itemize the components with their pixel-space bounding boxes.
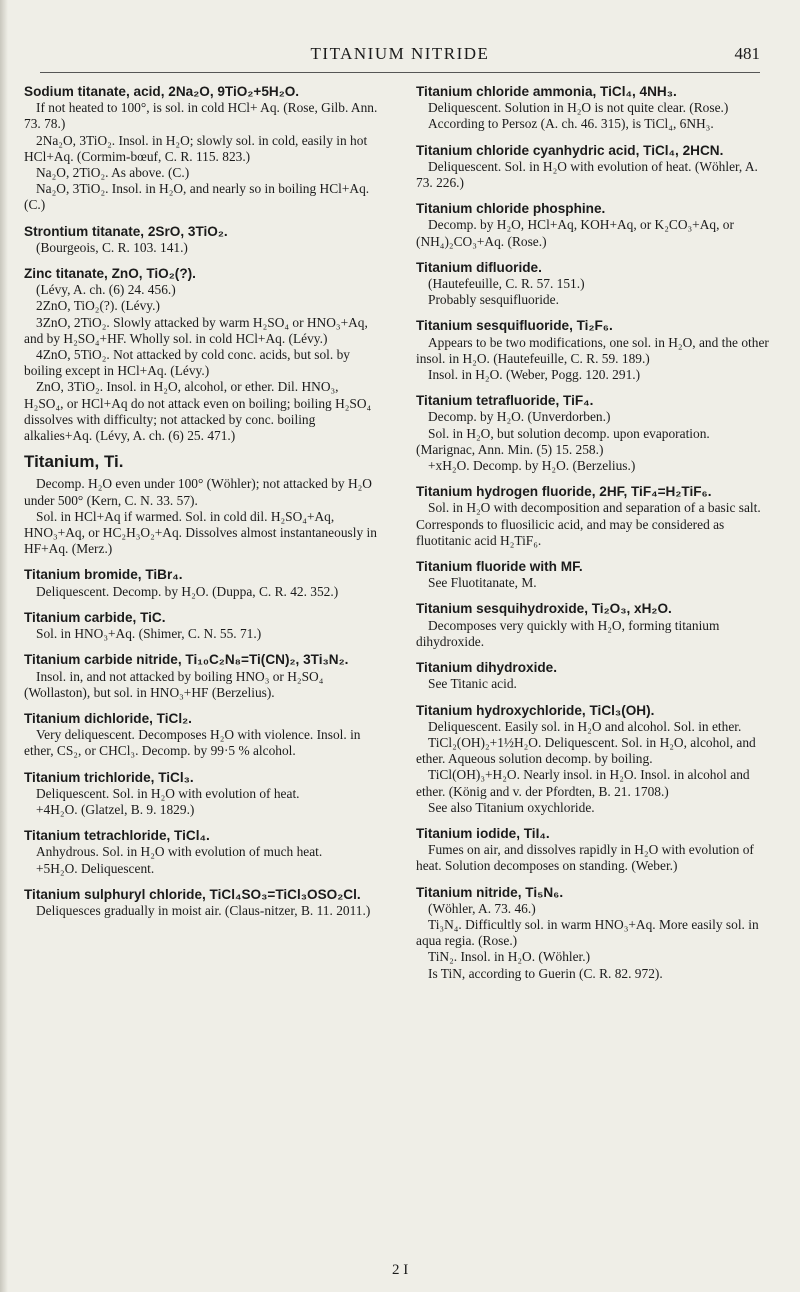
dictionary-entry — [24, 476, 380, 557]
signature-mark: 2 I — [392, 1262, 409, 1278]
entry-text: +4H₂O. (Glatzel, B. 9. 1829.) — [36, 801, 195, 817]
dictionary-entry — [416, 318, 772, 383]
entry-heading: Zinc titanate, ZnO, TiO₂(?). — [24, 266, 196, 282]
section-heading: Titanium, Ti. — [24, 452, 124, 472]
entry-heading: Titanium difluoride. — [416, 259, 542, 275]
dictionary-entry — [24, 887, 380, 919]
dictionary-entry — [24, 84, 380, 214]
entry-text: Decomp. by H₂O, HCl+Aq, KOH+Aq, or K₂CO₃+Aq, or (NH₄)₂CO₃+Aq. (Rose.) — [416, 217, 734, 249]
entry-text: Ti₃N₄. Difficultly sol. in warm HNO₃+Aq. More easily sol. in aqua regia. (Rose.) — [416, 916, 759, 949]
entry-text: TiCl(OH)₃+H₂O. Nearly insol. in H₂O. Insol. in alcohol and ether. (König and v. der Pfordten, B. 21. 1708.) — [416, 767, 750, 799]
dictionary-entry — [416, 84, 772, 133]
entry-heading: Titanium carbide nitride, Ti₁₀C₂N₈=Ti(CN)₂, 3Ti₃N₂. — [24, 652, 349, 668]
entry-heading: Sodium titanate, acid, 2Na₂O, 9TiO₂+5H₂O. — [24, 84, 300, 99]
dictionary-entry — [24, 828, 380, 877]
entry-text: Sol. in H₂O with decomposition and separation of a basic salt. Corresponds to fluosilicic acid, and may be considered as fluotitanic acid H₂TiF₆. — [416, 500, 761, 548]
dictionary-entry — [416, 601, 772, 650]
entry-text: Insol. in H₂O. (Weber, Pogg. 120. 291.) — [428, 367, 641, 383]
entry-text: (Bourgeois, C. R. 103. 141.) — [36, 239, 188, 255]
entry-heading: Titanium trichloride, TiCl₃. — [24, 769, 194, 785]
entry-text: Deliquesces gradually in moist air. (Claus-nitzer, B. 11. 2011.) — [36, 902, 371, 918]
entry-heading: Titanium hydrogen fluoride, 2HF, TiF₄=H₂TiF₆. — [416, 484, 712, 500]
entry-text: See Fluotitanate, M. — [428, 575, 537, 591]
entry-text: Sol. in HNO₃+Aq. (Shimer, C. N. 55. 71.) — [36, 626, 262, 642]
entry-text: Deliquescent. Sol. in H₂O with evolution of heat. — [36, 785, 300, 801]
entry-heading: Titanium fluoride with MF. — [416, 559, 583, 575]
dictionary-entry — [24, 610, 380, 642]
entry-heading: Titanium sesquifluoride, Ti₂F₆. — [416, 318, 613, 334]
entry-text: Sol. in HCl+Aq if warmed. Sol. in cold dil. H₂SO₄+Aq, HNO₃+Aq, or HC₂H₃O₂+Aq. Dissolves almost instantaneously in HF+Aq. (Merz.) — [24, 508, 377, 557]
entry-heading: Titanium sesquihydroxide, Ti₂O₃, xH₂O. — [416, 601, 672, 617]
entry-heading: Titanium tetrachloride, TiCl₄. — [24, 828, 210, 844]
entry-text: TiCl₂(OH)₂+1½H₂O. Deliquescent. Sol. in H₂O, alcohol, and ether. Aqueous solution decomp. by boiling. — [416, 734, 756, 767]
entry-heading: Titanium chloride ammonia, TiCl₄, 4NH₃. — [416, 84, 677, 99]
entry-heading: Titanium carbide, TiC. — [24, 609, 166, 625]
dictionary-entry — [24, 567, 380, 599]
dictionary-entry — [416, 826, 772, 875]
entry-text: Deliquescent. Sol. in H₂O with evolution of heat. (Wöhler, A. 73. 226.) — [416, 158, 758, 191]
dictionary-entry — [416, 484, 772, 549]
dictionary-entry — [24, 652, 380, 701]
entry-heading: Titanium iodide, TiI₄. — [416, 825, 550, 841]
entry-text: Deliquescent. Easily sol. in H₂O and alcohol. Sol. in ether. — [428, 718, 742, 734]
entry-text: According to Persoz (A. ch. 46. 315), is TiCl₄, 6NH₃. — [428, 116, 714, 132]
entry-heading: Titanium nitride, Ti₅N₆. — [416, 884, 564, 900]
page-number: 481 — [734, 44, 760, 63]
entry-text: (Wöhler, A. 73. 46.) — [428, 900, 536, 916]
entry-text: Probably sesquifluoride. — [428, 292, 559, 308]
running-title: TITANIUM NITRIDE — [310, 44, 490, 63]
dictionary-entry — [416, 201, 772, 250]
entry-text: Very deliquescent. Decomposes H₂O with violence. Insol. in ether, CS₂, or CHCl₃. Decomp. by 99·5 % alcohol. — [24, 727, 361, 759]
dictionary-entry — [416, 143, 772, 192]
dictionary-entry — [416, 393, 772, 474]
entry-heading: Titanium bromide, TiBr₄. — [24, 567, 183, 583]
dictionary-entry — [416, 260, 772, 309]
entry-text: 2ZnO, TiO₂(?). (Lévy.) — [36, 298, 160, 314]
entry-text: Sol. in H₂O, but solution decomp. upon evaporation. (Marignac, Ann. Min. (5) 15. 258.) — [416, 425, 710, 457]
entry-text: Is TiN, according to Guerin (C. R. 82. 972). — [428, 965, 663, 981]
dictionary-entry — [24, 711, 380, 760]
entry-text: 4ZnO, 5TiO₂. Not attacked by cold conc. acids, but sol. by boiling except in HCl+Aq. (Lévy.) — [24, 347, 350, 379]
running-header — [40, 44, 760, 68]
entry-text: See also Titanium oxychloride. — [428, 799, 595, 815]
entry-text: +xH₂O. Decomp. by H₂O. (Berzelius.) — [428, 458, 636, 474]
entry-text: See Titanic acid. — [428, 676, 517, 692]
entry-text: (Lévy, A. ch. (6) 24. 456.) — [36, 282, 176, 298]
entry-heading: Titanium tetrafluoride, TiF₄. — [416, 393, 594, 409]
entry-text: Deliquescent. Decomp. by H₂O. (Duppa, C. R. 42. 352.) — [36, 583, 339, 599]
entry-text: Insol. in, and not attacked by boiling HNO₃ or H₂SO₄ (Wollaston), but sol. in HNO₃+HF (Berzelius). — [24, 668, 324, 700]
entry-text: Decomp. by H₂O. (Unverdorben.) — [428, 409, 611, 425]
dictionary-entry — [416, 703, 772, 816]
entry-text: Deliquescent. Solution in H₂O is not quite clear. (Rose.) — [428, 100, 729, 116]
entry-heading: Titanium chloride phosphine. — [416, 201, 606, 217]
entry-text: Decomp. H₂O even under 100° (Wöhler); not attacked by H₂O under 500° (Kern, C. N. 33. 57). — [24, 476, 372, 508]
entry-text: 2Na₂O, 3TiO₂. Insol. in H₂O; slowly sol. in cold, easily in hot HCl+Aq. (Cormim-bœuf, C. R. 115. 823.) — [24, 132, 368, 164]
right-column — [416, 84, 772, 992]
left-column — [24, 84, 380, 929]
dictionary-entry — [24, 224, 380, 256]
dictionary-entry — [24, 770, 380, 819]
entry-text: Anhydrous. Sol. in H₂O with evolution of much heat. — [36, 844, 323, 860]
header-rule — [40, 72, 760, 73]
entry-text: Na₂O, 2TiO₂. As above. (C.) — [36, 165, 190, 181]
binding-shadow — [0, 0, 8, 1292]
entry-text: ZnO, 3TiO₂. Insol. in H₂O, alcohol, or ether. Dil. HNO₃, H₂SO₄, or HCl+Aq do not attack even on boiling; boiling H₂SO₄ dissolves with difficulty; not attacked by conc. boiling alkalies+Aq. (Lévy, A. ch. (6) 25. 471.) — [24, 379, 372, 444]
entry-text: Na₂O, 3TiO₂. Insol. in H₂O, and nearly so in boiling HCl+Aq. (C.) — [24, 181, 370, 213]
dictionary-entry — [416, 885, 772, 982]
entry-text: Decomposes very quickly with H₂O, forming titanium dihydroxide. — [416, 617, 720, 649]
entry-heading: Titanium hydroxychloride, TiCl₃(OH). — [416, 702, 655, 718]
entry-text: Appears to be two modifications, one sol. in H₂O, and the other insol. in H₂O. (Hautefeuille, C. R. 59. 189.) — [416, 334, 769, 366]
dictionary-entry — [24, 266, 380, 444]
entry-text: Fumes on air, and dissolves rapidly in H₂O with evolution of heat. Solution decomposes on standing. (Weber.) — [416, 842, 754, 874]
entry-text: If not heated to 100°, is sol. in cold HCl+ Aq. (Rose, Gilb. Ann. 73. 78.) — [24, 100, 378, 132]
entry-text: +5H₂O. Deliquescent. — [36, 860, 155, 876]
entry-text: 3ZnO, 2TiO₂. Slowly attacked by warm H₂SO₄ or HNO₃+Aq, and by H₂SO₄+HF. Wholly sol. in cold HCl+Aq. (Lévy.) — [24, 314, 368, 346]
entry-text: (Hautefeuille, C. R. 57. 151.) — [428, 276, 585, 292]
entry-heading: Titanium sulphuryl chloride, TiCl₄SO₃=TiCl₃OSO₂Cl. — [24, 886, 361, 902]
dictionary-entry — [416, 559, 772, 591]
entry-heading: Titanium chloride cyanhydric acid, TiCl₄, 2HCN. — [416, 142, 724, 158]
entry-heading: Titanium dihydroxide. — [416, 660, 557, 676]
entry-text: TiN₂. Insol. in H₂O. (Wöhler.) — [428, 949, 591, 965]
entry-heading: Titanium dichloride, TiCl₂. — [24, 710, 192, 726]
dictionary-entry — [416, 660, 772, 692]
entry-heading: Strontium titanate, 2SrO, 3TiO₂. — [24, 223, 228, 239]
